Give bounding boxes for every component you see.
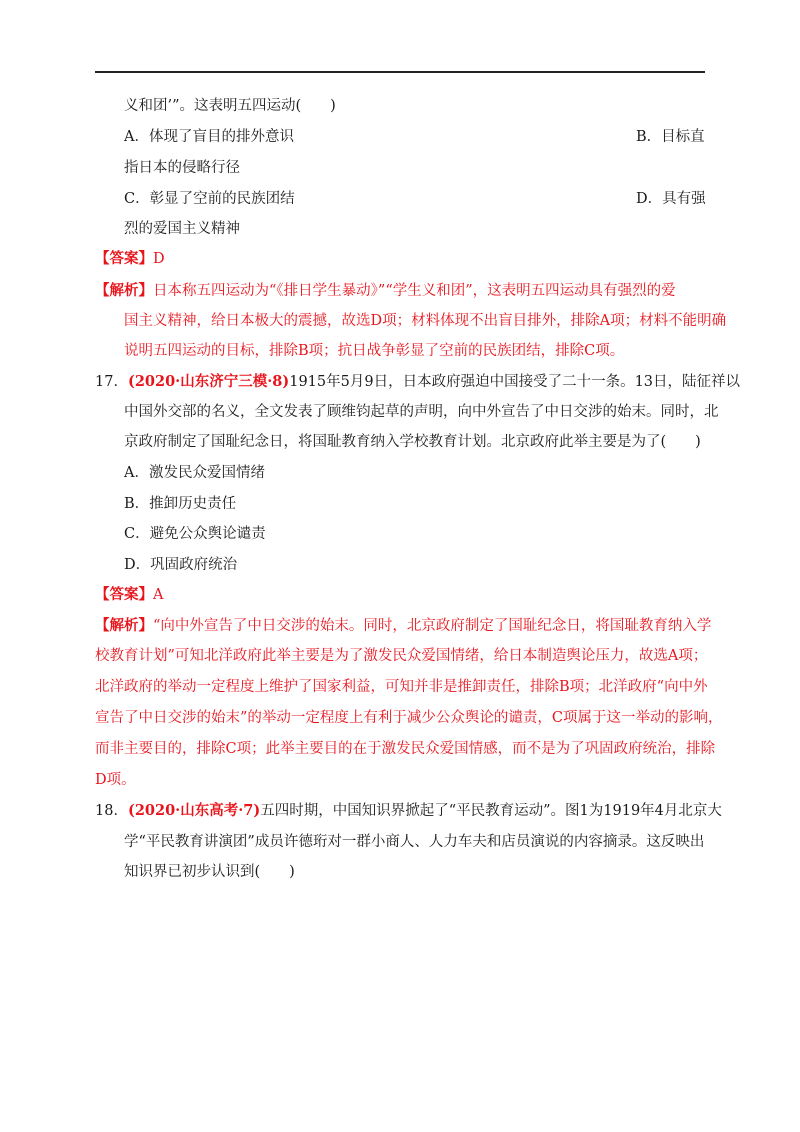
q17-stem-line3: 京政府制定了国耻纪念日，将国耻教育纳入学校教育计划。北京政府此举主要是为了( ) bbox=[124, 434, 701, 450]
q17-analysis-line4: 宣告了中日交涉的始末”的举动一定程度上有利于减少公众舆论的谴责，C项属于这一举动的影响， bbox=[95, 710, 723, 726]
q18-stem-line3: 知识界已初步认识到( ) bbox=[124, 864, 295, 880]
q18-source: (2020·山东高考·7) bbox=[127, 802, 261, 819]
q17-option-b: B．推卸历史责任 bbox=[124, 496, 237, 512]
answer-value: A bbox=[153, 587, 164, 603]
q16-option-b-part2: 指日本的侵略行径 bbox=[124, 160, 240, 176]
analysis-label: 【解析】 bbox=[95, 617, 153, 634]
answer-label: 【答案】 bbox=[95, 586, 153, 603]
q17-answer bbox=[95, 585, 163, 605]
q16-option-a: A．体现了盲目的排外意识 bbox=[124, 129, 294, 145]
q17-analysis-line3: 北洋政府的举动一定程度上维护了国家利益，可知并非是推卸责任，排除B项；北洋政府“向中外 bbox=[95, 679, 708, 695]
q17-option-d: D．巩固政府统治 bbox=[124, 557, 238, 573]
q17-source: (2020·山东济宁三模·8) bbox=[127, 373, 290, 390]
q17-number: 17． bbox=[95, 374, 128, 390]
q17-option-c: C．避免公众舆论谴责 bbox=[124, 526, 266, 542]
q18-number: 18． bbox=[95, 803, 128, 819]
q17-analysis-line5: 而非主要目的，排除C项；此举主要目的在于激发民众爱国情感，而不是为了巩固政府统治，排除 bbox=[95, 741, 716, 757]
q17-analysis-line1 bbox=[95, 616, 711, 636]
q18-stem-line1 bbox=[95, 801, 722, 821]
answer-value: D bbox=[153, 251, 165, 267]
q16-answer bbox=[95, 249, 165, 269]
q18-stem-text: 五四时期，中国知识界掀起了“平民教育运动”。图1为1919年4月北京大 bbox=[260, 803, 722, 819]
q17-stem-line2: 中国外交部的名义，全文发表了顾维钧起草的声明，向中外宣告了中日交涉的始末。同时，北 bbox=[124, 404, 719, 420]
q16-stem-end: 义和团’”。这表明五四运动( ) bbox=[124, 98, 336, 114]
answer-label: 【答案】 bbox=[95, 250, 153, 267]
q17-stem-text: 1915年5月9日，日本政府强迫中国接受了二十一条。13日，陆征祥以 bbox=[289, 374, 741, 390]
analysis-text: “向中外宣告了中日交涉的始末。同时，北京政府制定了国耻纪念日，将国耻教育纳入学 bbox=[153, 618, 712, 634]
q17-analysis-line6: D项。 bbox=[95, 772, 136, 788]
q17-stem-line1 bbox=[95, 372, 740, 392]
analysis-text: 日本称五四运动为“《排日学生暴动》”“学生义和团”，这表明五四运动具有强烈的爱 bbox=[153, 283, 676, 299]
q16-analysis-line2: 国主义精神，给日本极大的震撼，故选D项；材料体现不出盲目排外，排除A项；材料不能明确 bbox=[124, 313, 727, 329]
q18-stem-line2: 学“平民教育讲演团”成员许德珩对一群小商人、人力车夫和店员演说的内容摘录。这反映出 bbox=[124, 834, 705, 850]
q16-option-c: C．彰显了空前的民族团结 bbox=[124, 191, 295, 207]
analysis-label: 【解析】 bbox=[95, 282, 153, 299]
q16-analysis-line1 bbox=[95, 281, 676, 301]
q16-option-d-part1: D．具有强 bbox=[636, 191, 706, 207]
q17-option-a: A．激发民众爱国情绪 bbox=[124, 465, 265, 481]
q16-option-b-part1: B．目标直 bbox=[636, 129, 705, 145]
q17-analysis-line2: 校教育计划”可知北洋政府此举主要是为了激发民众爱国情绪，给日本制造舆论压力，故选A项； bbox=[95, 648, 708, 664]
q16-option-d-part2: 烈的爱国主义精神 bbox=[124, 221, 240, 237]
header-rule bbox=[95, 71, 705, 73]
q16-analysis-line3: 说明五四运动的目标，排除B项；抗日战争彰显了空前的民族团结，排除C项。 bbox=[124, 343, 625, 359]
